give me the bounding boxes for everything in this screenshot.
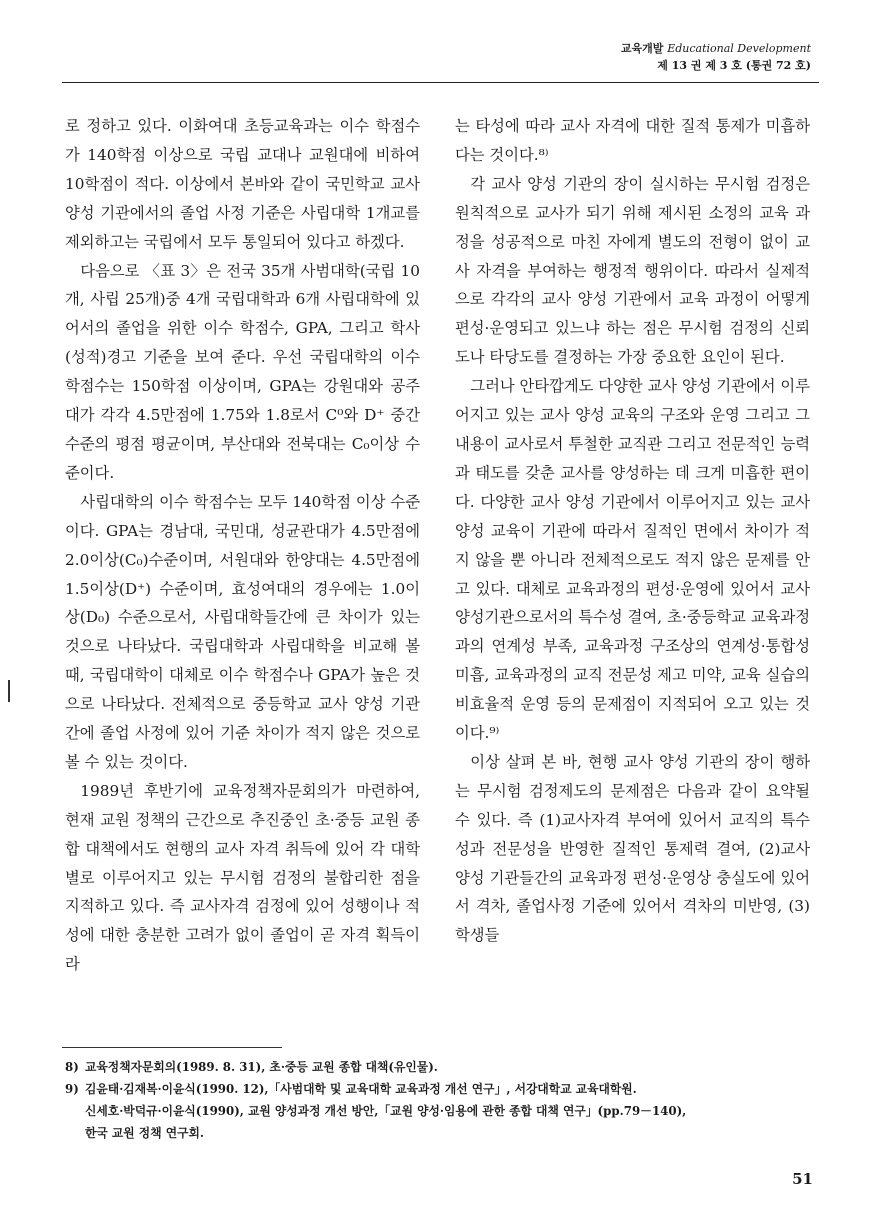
footnote-line: 한국 교원 정책 연구회. [85, 1126, 204, 1140]
paragraph: 로 정하고 있다. 이화여대 초등교육과는 이수 학점수가 140학점 이상으로 국립 교대나 교원대에 비하여 10학점이 적다. 이상에서 본바와 같이 국민학교 교사 양성 기관에서의 졸업 사정 기준은 사립대학 1개교를 제외하고는 국립에서 모두 통일되어 있다고 하겠다. [65, 117, 420, 251]
footnote-9 [65, 1078, 815, 1144]
header-rule [62, 82, 819, 83]
footnote-text [85, 1056, 815, 1078]
footnote-line: 신세호·박덕규·이윤식(1990), 교원 양성과정 개선 방안,「교원 양성·임용에 관한 종합 대책 연구」(pp.79－140), [85, 1104, 687, 1118]
paragraph: 는 타성에 따라 교사 자격에 대한 질적 통제가 미흡하다는 것이다.⁸⁾ [455, 117, 810, 164]
footnote-rule [62, 1047, 282, 1048]
paragraph: 다음으로 〈표 3〉은 전국 35개 사범대학(국립 10개, 사립 25개)중 4개 국립대학과 6개 사립대학에 있어서의 졸업을 위한 이수 학점수, GPA, 그리고 학사(성적)경고 기준을 보여 준다. 우선 국립대학의 이수 학점수는 150학점 이상이며, GPA는 강원대와 공주대가 각각 4.5만점에 1.75와 1.8로서 C⁰와 D⁺ 중간 수준의 평점 평균이며, 부산대와 전북대는 C₀이상 수준이다. [65, 261, 420, 482]
journal-issue: 제 13 권 제 3 호 (통권 72 호) [657, 59, 811, 72]
footnote-number: 8) [65, 1060, 79, 1074]
footnote-line: 김윤태·김재복·이윤식(1990. 12),「사범대학 및 교육대학 교육과정 개선 연구」, 서강대학교 교육대학원. [85, 1082, 637, 1096]
left-column [65, 112, 420, 979]
footnote-line: 교육정책자문회의(1989. 8. 31), 초·중등 교원 종합 대책(유인물). [85, 1060, 438, 1074]
footnotes [65, 1056, 815, 1144]
footnote-text [85, 1078, 815, 1144]
margin-mark [8, 680, 10, 702]
journal-title-ko: 교육개발 [620, 42, 664, 55]
running-header [621, 40, 811, 74]
footnote-number: 9) [65, 1082, 79, 1096]
right-column [455, 112, 810, 950]
paragraph: 이상 살펴 본 바, 현행 교사 양성 기관의 장이 행하는 무시험 검정제도의 문제점은 다음과 같이 요약될 수 있다. 즉 (1)교사자격 부여에 있어서 교직의 특수성과 전문성을 반영한 질적인 통제력 결여, (2)교사 양성 기관들간의 교육과정 편성·운영상 충실도에 있어서 격차, 졸업사정 기준에 있어서 격차의 미반영, (3)학생들 [455, 752, 810, 945]
footnote-8 [65, 1056, 815, 1078]
paragraph: 그러나 안타깝게도 다양한 교사 양성 기관에서 이루어지고 있는 교사 양성 교육의 구조와 운영 그리고 그 내용이 교사로서 투철한 교직관 그리고 전문적인 능력과 태도를 갖춘 교사를 양성하는 데 크게 미흡한 편이다. 다양한 교사 양성 기관에서 이루어지고 있는 교사 양성 교육이 기관에 따라서 질적인 면에서 차이가 적지 않을 뿐 아니라 전체적으로도 적지 않은 문제를 안고 있다. 대체로 교육과정의 편성·운영에 있어서 교사양성기관으로서의 특수성 결여, 초·중등학교 교육과정과의 연계성 부족, 교육과정 구조상의 연계성·통합성 미흡, 교육과정의 교직 전문성 제고 미약, 교육 실습의 비효율적 운영 등의 문제점이 지적되어 오고 있는 것이다.⁹⁾ [455, 377, 810, 743]
page-number: 51 [792, 1170, 813, 1188]
paragraph: 사립대학의 이수 학점수는 모두 140학점 이상 수준이다. GPA는 경남대, 국민대, 성균관대가 4.5만점에 2.0이상(C₀)수준이며, 서원대와 한양대는 4.5만점에 1.5이상(D⁺) 수준이며, 효성여대의 경우에는 1.0이상(D₀) 수준으로서, 사립대학들간에 큰 차이가 있는 것으로 나타났다. 국립대학과 사립대학을 비교해 볼 때, 국립대학이 대체로 이수 학점수나 GPA가 높은 것으로 나타났다. 전체적으로 중등학교 교사 양성 기관간에 졸업 사정에 있어 기준 차이가 적지 않은 것으로 볼 수 있는 것이다. [65, 492, 420, 771]
paragraph: 각 교사 양성 기관의 장이 실시하는 무시험 검정은 원칙적으로 교사가 되기 위해 제시된 소정의 교육 과정을 성공적으로 마친 자에게 별도의 전형이 없이 교사 자격을 부여하는 행정적 행위이다. 따라서 실제적으로 각각의 교사 양성 기관에서 교육 과정이 어떻게 편성·운영되고 있느냐 하는 점은 무시험 검정의 신뢰도나 타당도를 결정하는 가장 중요한 요인이 된다. [455, 174, 810, 367]
paragraph: 1989년 후반기에 교육정책자문회의가 마련하여, 현재 교원 정책의 근간으로 추진중인 초·중등 교원 종합 대책에서도 현행의 교사 자격 취득에 있어 각 대학별로 이루어지고 있는 무시험 검정의 불합리한 점을 지적하고 있다. 즉 교사자격 검정에 있어 성행이나 적성에 대한 충분한 고려가 없이 졸업이 곧 자격 획득이라 [65, 781, 420, 974]
journal-title-en: Educational Development [667, 42, 811, 55]
